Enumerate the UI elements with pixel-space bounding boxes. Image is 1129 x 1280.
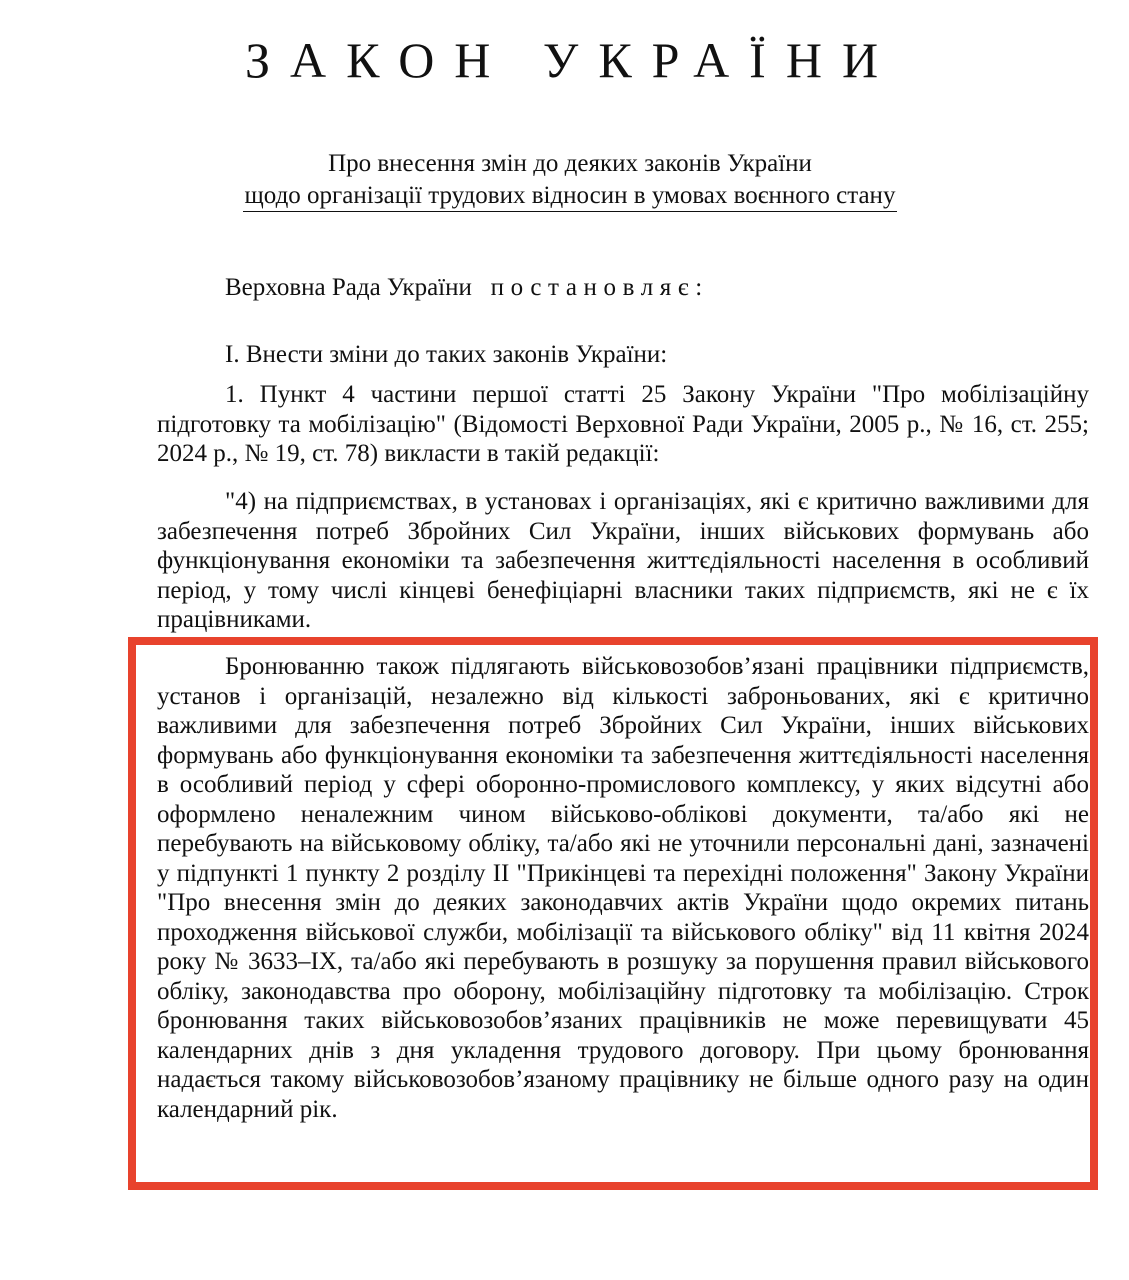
resolves-paragraph <box>157 273 1089 303</box>
section-heading: І. Внести зміни до таких законів України: <box>225 341 668 368</box>
resolves-word: постановляє: <box>490 274 709 301</box>
resolves-prefix: Верховна Рада України <box>225 274 472 301</box>
item-1-paragraph: 1. Пункт 4 частини першої статті 25 Закону України "Про мобілізаційну підготовку та мобілізацію" (Відомості Верховної Ради України, 2005 р., № 16, ст. 255; 2024 р., № 19, ст. 78) викласти в такій редакції: <box>157 381 1089 467</box>
quoted-paragraph: "4) на підприємствах, в установах і організаціях, які є критично важливими для забезпечення потреб Збройних Сил України, інших військових формувань або функціонування економіки та забезпечення життєдіяльності населення в особливий період, у тому числі кінцеві бенефіціарні власники таких підприємств, які не є їх працівниками. <box>157 488 1089 633</box>
subtitle-line-2: щодо організації трудових відносин в умовах воєнного стану <box>243 181 898 212</box>
law-title: ЗАКОН УКРАЇНИ <box>244 32 899 88</box>
subtitle-line-1: Про внесення змін до деяких законів України <box>328 150 812 177</box>
law-subtitle <box>0 148 1129 212</box>
highlighted-paragraph: Бронюванню також підлягають військовозобов’язані працівники підприємств, установ і організацій, незалежно від кількості заброньованих, які є критично важливими для забезпечення потреб Збройних Сил України, інших військових формувань або функціонування економіки та забезпечення життєдіяльності населення в особливий період у сфері оборонно-промислового комплексу, у яких відсутні або оформлено неналежним чином військово-облікові документи, та/або які не перебувають на військовому обліку, та/або які не уточнили персональні дані, зазначені у підпункті 1 пункту 2 розділу ІІ "Прикінцеві та перехідні положення" Закону України "Про внесення змін до деяких законодавчих актів України щодо окремих питань проходження військової служби, мобілізації та військового обліку" від 11 квітня 2024 року № 3633–ІХ, та/або які перебувають в розшуку за порушення правил військового обліку, законодавства про оборону, мобілізаційну підготовку та мобілізацію. Строк бронювання таких військовозобов’язаних працівників не може перевищувати 45 календарних днів з дня укладення трудового договору. При цьому бронювання надається такому військовозобов’язаному працівнику не більше одного разу на один календарний рік. <box>157 653 1089 1123</box>
